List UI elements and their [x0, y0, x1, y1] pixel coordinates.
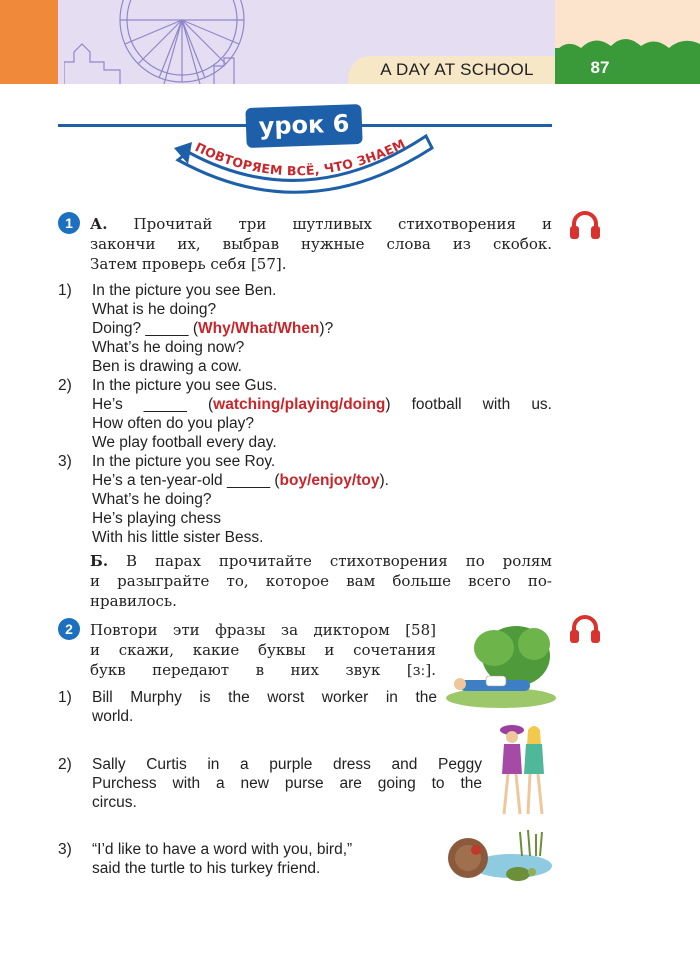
- poem-2-gap-line: [92, 395, 552, 414]
- poem-3-line-4: He’s playing chess: [92, 510, 221, 527]
- exercise-1a-label: А.: [90, 215, 108, 233]
- poem-1-number: 1): [58, 282, 72, 299]
- poem-3-options: boy/enjoy/toy: [279, 472, 380, 489]
- poem-3-number: 3): [58, 453, 72, 470]
- exercise-1a-line-1: [90, 214, 552, 234]
- exercise-2-badge: 2: [58, 618, 80, 640]
- exercise-1b-line-2: и разыграйте то, которое вам больше всего по-: [90, 572, 552, 590]
- ferris-wheel-illustration: [64, 0, 254, 84]
- item-1-line-2: world.: [92, 708, 134, 725]
- exercise-1a-text: Прочитай три шутливых стихотворения и: [133, 215, 552, 233]
- exercise-1-badge: 1: [58, 212, 80, 234]
- item-2-line-1: Sally Curtis in a purple dress and Peggy: [92, 756, 482, 773]
- exercise-1a-line-2: закончи их, выбрав нужные слова из скобок.: [90, 235, 552, 253]
- exercise-1b-text: В парах прочитайте стихотворения по ролям: [126, 552, 552, 570]
- poem-3-line-1: In the picture you see Roy.: [92, 453, 276, 470]
- exercise-2-line-1: Повтори эти фразы за диктором [58]: [90, 621, 436, 639]
- item-1-number: 1): [58, 689, 72, 706]
- item-3-line-1: “I’d like to have a word with you, bird,”: [92, 841, 353, 858]
- poem-2-gap-post: ) football with us.: [385, 396, 552, 413]
- poem-3-gap-post: ).: [379, 472, 389, 489]
- exercise-1b-line-3: нравилось.: [90, 592, 177, 610]
- item-2-number: 2): [58, 756, 72, 773]
- poem-1-line-1: In the picture you see Ben.: [92, 282, 277, 299]
- poem-1-gap-post: )?: [319, 320, 334, 337]
- item-2-line-3: circus.: [92, 794, 137, 811]
- poem-2-line-4: We play football every day.: [92, 434, 277, 451]
- poem-3-gap-line: [92, 471, 389, 490]
- man-in-park-illustration: [446, 618, 556, 710]
- svg-text:ПОВТОРЯЕМ ВСЁ, ЧТО ЗНАЕМ: ПОВТОРЯЕМ ВСЁ, ЧТО ЗНАЕМ: [192, 135, 408, 179]
- headphones-icon[interactable]: [568, 208, 602, 240]
- turkey-turtle-illustration: [442, 826, 556, 888]
- poem-3-gap-pre: He’s a ten-year-old _____ (: [92, 472, 280, 489]
- exercise-1b-label: Б.: [90, 552, 109, 570]
- item-3-number: 3): [58, 841, 72, 858]
- poem-3-line-3: What’s he doing?: [92, 491, 212, 508]
- headphones-icon[interactable]: [568, 612, 602, 644]
- exercise-2-line-3: букв передают в них звук [ɜː].: [90, 661, 436, 679]
- poem-1-gap-pre: Doing? _____ (: [92, 320, 198, 337]
- header-orange-tab: [0, 0, 58, 84]
- lesson-title: урок 6: [245, 104, 362, 148]
- poem-2-options: watching/playing/doing: [213, 396, 386, 413]
- exercise-1b-line-1: [90, 551, 552, 571]
- poem-2-line-3: How often do you play?: [92, 415, 254, 432]
- section-title: A DAY AT SCHOOL: [380, 60, 534, 79]
- poem-1-options: Why/What/When: [198, 320, 320, 337]
- exercise-1a-line-3: Затем проверь себя [57].: [90, 255, 287, 273]
- poem-1-line-5: Ben is drawing a cow.: [92, 358, 242, 375]
- poem-2-line-1: In the picture you see Gus.: [92, 377, 278, 394]
- exercise-2-line-2: и скажи, какие буквы и сочетания: [90, 641, 436, 659]
- two-girls-illustration: [492, 722, 556, 822]
- poem-2-gap-pre: He’s _____ (: [92, 396, 214, 413]
- poem-2-number: 2): [58, 377, 72, 394]
- page-number: 87: [590, 58, 610, 77]
- poem-1-gap-line: [92, 319, 333, 338]
- poem-1-line-2: What is he doing?: [92, 301, 217, 318]
- item-1-line-1: Bill Murphy is the worst worker in the: [92, 689, 437, 706]
- item-2-line-2: Purchess with a new purse are going to the: [92, 775, 482, 792]
- item-3-line-2: said the turtle to his turkey friend.: [92, 860, 321, 877]
- poem-1-line-4: What’s he doing now?: [92, 339, 245, 356]
- poem-3-line-5: With his little sister Bess.: [92, 529, 264, 546]
